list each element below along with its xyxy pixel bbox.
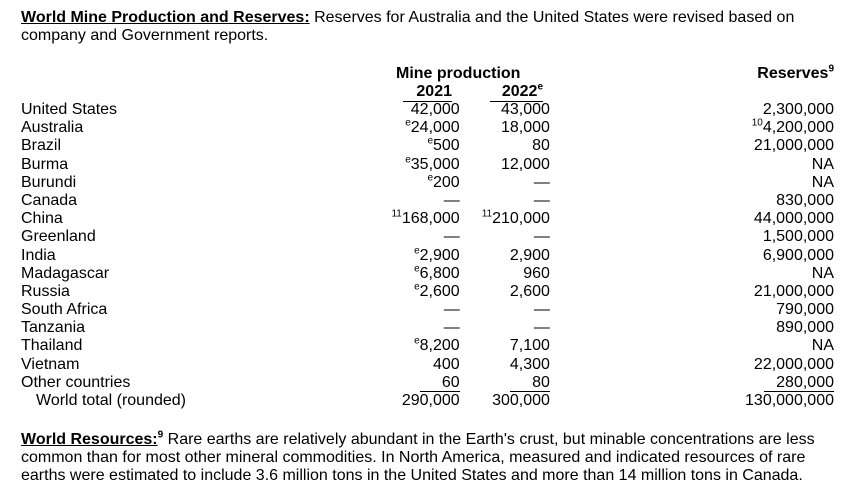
total-row — [21, 392, 834, 410]
table-row — [21, 192, 834, 210]
country-name: United States — [21, 101, 118, 118]
reserves-value-wrap — [776, 301, 834, 318]
production-2022-cell — [460, 356, 550, 374]
production-2022-value: — — [533, 301, 550, 319]
production-2021-cell — [369, 319, 459, 337]
production-2022-cell — [460, 319, 550, 337]
production-2021-value: — — [443, 301, 460, 319]
reserves-label: Reserves — [757, 65, 829, 82]
production-2021-value-wrap — [414, 337, 460, 354]
reserves-value-wrap — [812, 156, 834, 173]
reserves-value: 4,200,000 — [762, 119, 834, 137]
production-2021-value: 500 — [433, 137, 460, 155]
production-2021-value-wrap — [444, 301, 460, 318]
production-2021-cell — [369, 119, 459, 137]
production-2021-superscript: e — [414, 281, 420, 293]
estimate-superscript: e — [537, 81, 543, 93]
table-row — [21, 210, 834, 228]
production-2022-cell — [460, 101, 550, 119]
reserves-cell — [550, 356, 834, 374]
production-2022-value: 18,000 — [500, 119, 550, 137]
country-cell — [21, 337, 369, 355]
production-2022-value-wrap — [510, 356, 550, 373]
country-name: Vietnam — [21, 355, 80, 373]
country-cell — [21, 228, 369, 246]
production-2021-value-wrap — [414, 247, 460, 264]
production-2022-value-wrap — [482, 210, 550, 227]
reserves-cell — [550, 192, 834, 210]
production-2021-cell — [369, 356, 459, 374]
year-2021-label: 2021 — [416, 83, 452, 100]
production-2021-value-wrap — [405, 119, 460, 136]
table-row — [21, 137, 834, 155]
country-cell — [21, 247, 369, 265]
reserves-cell — [550, 283, 834, 301]
production-2021-value: 400 — [433, 355, 460, 373]
total-label-cell — [21, 392, 369, 410]
production-2021-value-wrap — [433, 356, 460, 373]
reserves-value-wrap — [812, 174, 834, 191]
intro-heading: World Mine Production and Reserves — [21, 9, 305, 26]
reserves-value-wrap — [764, 374, 834, 392]
total-2021-value: 290,000 — [401, 392, 460, 409]
production-2022-value-wrap — [534, 174, 550, 191]
country-cell — [21, 283, 369, 301]
reserves-value: NA — [811, 337, 834, 355]
reserves-value-wrap — [812, 337, 834, 354]
reserves-value: 790,000 — [776, 301, 834, 319]
total-reserves-value: 130,000,000 — [745, 392, 834, 409]
production-2022-value: 12,000 — [500, 155, 550, 173]
table-row — [21, 101, 834, 119]
reserves-value: 21,000,000 — [753, 137, 834, 155]
production-2021-value-wrap — [427, 174, 459, 191]
production-2022-value-wrap — [534, 301, 550, 318]
production-reserves-table — [21, 101, 834, 410]
table-row — [21, 283, 834, 301]
production-2021-cell — [369, 228, 459, 246]
table-row — [21, 319, 834, 337]
production-2022-cell — [460, 174, 550, 192]
production-2022-value: 2,900 — [509, 246, 550, 264]
production-2021-superscript: e — [414, 245, 420, 257]
production-2021-cell — [369, 374, 459, 392]
production-2022-superscript: 11 — [481, 208, 493, 220]
production-2021-value-wrap — [444, 192, 460, 209]
production-2022-cell — [460, 228, 550, 246]
country-name: China — [21, 210, 63, 228]
table-row — [21, 174, 834, 192]
production-2022-cell — [460, 374, 550, 392]
reserves-cell — [550, 210, 834, 228]
country-cell — [21, 319, 369, 337]
reserves-cell — [550, 265, 834, 283]
production-2022-value-wrap — [501, 101, 550, 118]
year-2022-header — [490, 83, 543, 102]
production-2022-value-wrap — [501, 156, 550, 173]
production-2021-cell — [369, 192, 459, 210]
reserves-value: 1,500,000 — [762, 228, 834, 246]
reserves-value-wrap — [812, 265, 834, 282]
production-2022-value: — — [533, 319, 550, 337]
reserves-cell — [550, 319, 834, 337]
production-2021-value: 2,600 — [419, 282, 460, 300]
production-2021-cell — [369, 137, 459, 155]
table-row — [21, 337, 834, 355]
production-2021-value-wrap — [391, 210, 459, 227]
production-2022-value-wrap — [532, 137, 550, 154]
country-cell — [21, 174, 369, 192]
production-2021-value-wrap — [405, 156, 460, 173]
production-2021-cell — [369, 156, 459, 174]
reserves-cell — [550, 337, 834, 355]
production-2021-cell — [369, 337, 459, 355]
reserves-cell — [550, 156, 834, 174]
reserves-value-wrap — [752, 119, 834, 136]
country-cell — [21, 210, 369, 228]
production-2022-cell — [460, 210, 550, 228]
production-2022-value-wrap — [510, 374, 550, 392]
country-cell — [21, 137, 369, 155]
reserves-value: 280,000 — [776, 373, 834, 391]
production-2021-value-wrap — [411, 101, 460, 118]
table-row — [21, 247, 834, 265]
production-2022-value: — — [533, 191, 550, 209]
reserves-value: 830,000 — [776, 191, 834, 209]
table-row — [21, 228, 834, 246]
production-2022-value-wrap — [510, 247, 550, 264]
production-2021-value-wrap — [444, 319, 460, 336]
production-2021-superscript: e — [405, 154, 411, 166]
reserves-cell — [550, 228, 834, 246]
production-2021-value: — — [443, 228, 460, 246]
reserves-value-wrap — [763, 228, 834, 245]
production-2021-cell — [369, 265, 459, 283]
year-2021-header — [403, 83, 452, 102]
production-2021-value: 60 — [441, 373, 460, 391]
production-2021-cell — [369, 283, 459, 301]
production-2022-value: 80 — [532, 373, 550, 391]
year-2022-label: 2022 — [501, 83, 538, 100]
production-2022-cell — [460, 192, 550, 210]
country-name: Canada — [21, 191, 78, 209]
production-2021-cell — [369, 210, 459, 228]
reserves-value-wrap — [763, 101, 834, 118]
country-name: Other countries — [21, 373, 131, 391]
production-2022-cell — [460, 137, 550, 155]
reserves-value-wrap — [754, 137, 834, 154]
country-name: Greenland — [21, 228, 96, 246]
production-2022-value: 7,100 — [509, 337, 550, 355]
intro-paragraph — [21, 9, 851, 45]
total-reserves-cell — [550, 392, 834, 410]
country-cell — [21, 119, 369, 137]
table-row — [21, 374, 834, 392]
production-2022-cell — [460, 337, 550, 355]
production-2021-value-wrap — [420, 374, 460, 392]
production-2022-value: 2,600 — [509, 282, 550, 300]
country-cell — [21, 374, 369, 392]
resources-paragraph — [21, 431, 851, 485]
country-cell — [21, 301, 369, 319]
production-2021-value-wrap — [444, 228, 460, 245]
table-row — [21, 356, 834, 374]
table-row — [21, 265, 834, 283]
reserves-cell — [550, 137, 834, 155]
production-2022-value-wrap — [510, 283, 550, 300]
country-name: Australia — [21, 119, 84, 137]
country-name: Tanzania — [21, 319, 86, 337]
production-2022-value-wrap — [534, 228, 550, 245]
reserves-cell — [550, 119, 834, 137]
reserves-cell — [550, 374, 834, 392]
table-row — [21, 156, 834, 174]
country-cell — [21, 101, 369, 119]
production-2022-value: — — [533, 173, 550, 191]
production-2021-cell — [369, 174, 459, 192]
production-2021-superscript: e — [427, 136, 433, 148]
production-2021-cell — [369, 101, 459, 119]
resources-heading: World Resources: — [21, 431, 158, 448]
table-row — [21, 119, 834, 137]
production-2021-value-wrap — [414, 265, 460, 282]
production-2021-superscript: e — [427, 172, 433, 184]
production-2022-value: 43,000 — [500, 101, 550, 118]
country-cell — [21, 192, 369, 210]
production-2021-value-wrap — [427, 137, 459, 154]
production-2021-value: — — [443, 319, 460, 337]
production-2022-cell — [460, 301, 550, 319]
production-2022-value-wrap — [523, 265, 550, 282]
country-name: Burma — [21, 155, 69, 173]
production-2022-cell — [460, 119, 550, 137]
reserves-value: 890,000 — [776, 319, 834, 337]
reserves-value: 6,900,000 — [762, 246, 834, 264]
country-cell — [21, 156, 369, 174]
production-2021-value: 6,800 — [419, 264, 460, 282]
production-2022-value: 210,000 — [492, 210, 550, 228]
production-2021-value-wrap — [414, 283, 460, 300]
production-2022-value-wrap — [510, 337, 550, 354]
reserves-header — [757, 65, 834, 83]
production-2022-value-wrap — [534, 319, 550, 336]
production-2021-value: 24,000 — [410, 119, 460, 137]
reserves-value: 22,000,000 — [753, 355, 834, 373]
production-2022-value: 960 — [523, 264, 550, 282]
table-body — [21, 101, 834, 410]
production-2021-value: 200 — [433, 173, 460, 191]
production-2022-value: 80 — [532, 137, 550, 155]
reserves-value-wrap — [754, 210, 834, 227]
production-2022-value-wrap — [534, 192, 550, 209]
total-2022-value: 300,000 — [492, 392, 550, 409]
production-2022-cell — [460, 283, 550, 301]
reserves-value-wrap — [754, 283, 834, 300]
reserves-value: 44,000,000 — [753, 210, 834, 228]
production-2021-value: 42,000 — [410, 101, 460, 118]
country-name: Brazil — [21, 137, 62, 155]
country-name: Burundi — [21, 173, 77, 191]
country-name: India — [21, 246, 56, 264]
country-name: Russia — [21, 282, 70, 300]
reserves-cell — [550, 101, 834, 119]
resources-footnote-superscript: 9 — [157, 429, 164, 441]
production-2021-superscript: e — [414, 263, 420, 275]
country-name: South Africa — [21, 301, 108, 319]
production-2021-value: — — [443, 191, 460, 209]
country-cell — [21, 265, 369, 283]
table-row — [21, 301, 834, 319]
reserves-cell — [550, 301, 834, 319]
reserves-value: NA — [811, 155, 834, 173]
production-2022-cell — [460, 265, 550, 283]
reserves-cell — [550, 247, 834, 265]
production-2021-value: 8,200 — [419, 337, 460, 355]
production-2021-cell — [369, 301, 459, 319]
production-2021-value: 168,000 — [401, 210, 460, 228]
reserves-value-wrap — [754, 356, 834, 373]
production-2021-value: 35,000 — [410, 155, 460, 173]
total-label: World total (rounded) — [36, 392, 186, 409]
production-2022-value-wrap — [501, 119, 550, 136]
intro-heading-colon: : — [304, 9, 310, 26]
intro-text: Reserves for Australia and the United States were revised based on company and Government reports. — [21, 9, 795, 44]
reserves-value: 2,300,000 — [762, 101, 834, 118]
production-2022-cell — [460, 156, 550, 174]
country-name: Thailand — [21, 337, 83, 355]
reserves-value: NA — [811, 264, 834, 282]
production-2022-value: 4,300 — [509, 355, 550, 373]
production-2021-superscript: 11 — [391, 208, 402, 220]
production-2022-value: — — [533, 228, 550, 246]
total-2022-cell — [460, 392, 550, 410]
production-2022-cell — [460, 247, 550, 265]
resources-text: Rare earths are relatively abundant in the Earth's crust, but minable concentrations are less common than for most other mineral commodities. In North America, measured and indicated resources of rare earths were estimated to include 3.6 million tons in the United States and more than 14 million tons in Canada. — [21, 431, 815, 484]
production-2021-cell — [369, 247, 459, 265]
reserves-value-wrap — [776, 192, 834, 209]
reserves-cell — [550, 174, 834, 192]
reserves-value-wrap — [776, 319, 834, 336]
reserves-superscript: 10 — [751, 117, 763, 129]
reserves-value: 21,000,000 — [753, 282, 834, 300]
production-2021-superscript: e — [405, 117, 411, 129]
reserves-value-wrap — [763, 247, 834, 264]
mine-production-header: Mine production — [396, 65, 521, 82]
production-2021-superscript: e — [414, 336, 420, 348]
country-name: Madagascar — [21, 264, 110, 282]
country-cell — [21, 356, 369, 374]
total-2021-cell — [369, 392, 459, 410]
reserves-footnote-superscript: 9 — [828, 63, 834, 75]
production-2021-value: 2,900 — [419, 246, 460, 264]
reserves-value: NA — [811, 173, 834, 191]
